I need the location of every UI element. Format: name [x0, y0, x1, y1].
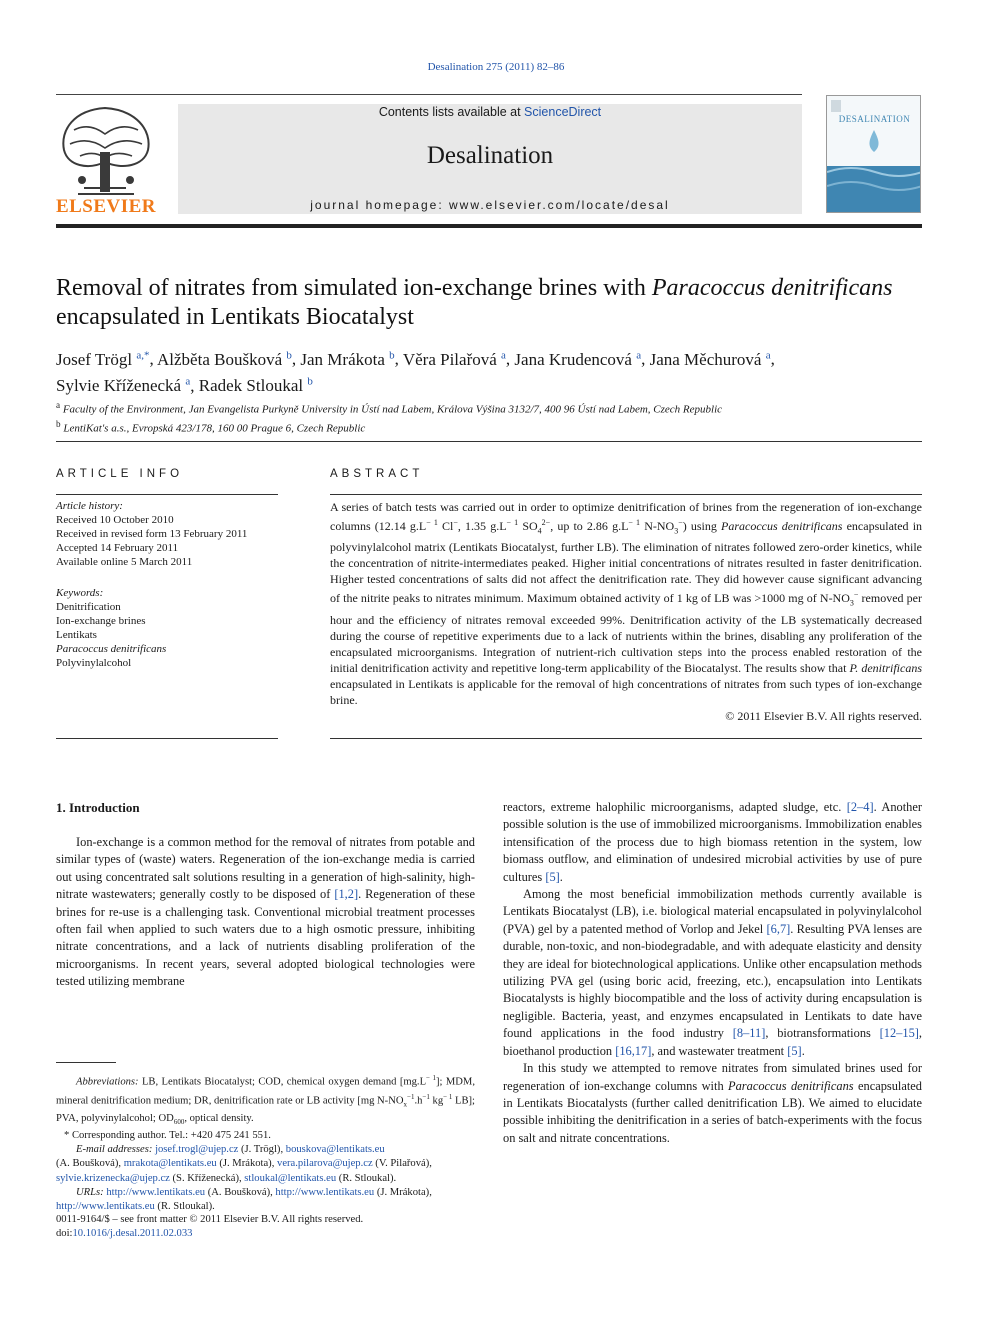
history-label: Article history: — [56, 500, 123, 512]
author[interactable]: Alžběta Boušková $^b$ — [157, 349, 292, 369]
keyword: Ion-exchange brines — [56, 615, 146, 627]
author[interactable]: Sylvie Kříženecká $^a$ — [56, 375, 191, 396]
front-matter-footer — [56, 1213, 475, 1241]
article-title — [56, 274, 926, 332]
body-column-left: Ion-exchange is a common method for the removal of nitrates from potable and similar types of (waste) waters. Regeneration of the ion-exchange media is carried out using concentrated salt solutions resulting in a generation of high-salinity, high-nitrate wastewaters; generally costly to be disposed of [1,2]. Regeneration of these brines for re-use is a challenging task. Conventional microbial treatment processes often fail when applied to such waters due to a high osmotic pressure, inhibiting nitrate concentrations, and a lack of nutrients disabling proliferation of the microorganisms. In recent years, several adopted biological technologies were tested utilizing membrane — [56, 835, 475, 989]
keywords-label: Keywords: — [56, 587, 104, 599]
header-thick-rule — [56, 224, 922, 228]
history-item: Available online 5 March 2011 — [56, 556, 193, 568]
abstract-text: A series of batch tests was carried out in order to optimize denitrification of brines from the regeneration of ion-exchange columns (12.14 $g.L^{- 1}$ Cl−, 1.35 $g.L^{- 1}$ $SO_4^{2-}$, up to 2.86 $g.L^{- 1}$ $N-NO_3^-$) using Paracoccus denitrificans encapsulated in polyvinylalcohol matrix (Lentikats Biocatalyst, further LB). The elimination of nitrates followed zero-order kinetics, while the concentration of nitrite-intermediates peaked. Higher initial concentrations of nitrates resulted in faster denitrification. Higher tested concentrations of salts did not affect the denitrification rate. They did however cause significant advancing of the nitrite peaks to nitrates minimum. Maximum obtained activity of 1 kg of LB was >1000 mg of $N-NO_3^-$ removed per hour and the efficiency of nitrates removal exceeded 99%. Denitrification activity of the LB systematically decreased during the course of repetitive experiments due to a lack of nutrients within the brines, disabling any proliferation of the encapsulated microorganisms. Integration of nutrient-rich cultivation steps into the process enabled restoration of the initial denitrification activity and repetitive long-term applicability of the Biocatalyst. The results show that P. denitrificans encapsulated in Lentikats is applicable for the removal of high concentrations of nitrates from such types of ion-exchange brine. © 2011 Elsevier B.V. All rights reserved. — [330, 500, 923, 723]
doi-link[interactable]: 10.1016/j.desal.2011.02.033 — [72, 1228, 193, 1240]
email-footnote: E-mail addresses: josef.trogl@ujep.cz (J. Trögl), bouskova@lentikats.eu (A. Boušková), mrakota@lentikats.eu (J. Mrákota), vera.pilarova@ujep.cz (V. Pilařová), sylvie.krizenecka@ujep.cz (S. Kříženecká), stloukal@lentikats.eu (R. Stloukal). — [56, 1144, 432, 1184]
title-italic: Paracoccus denitrificans — [651, 275, 893, 301]
divider — [56, 494, 278, 495]
publisher-wordmark: ELSEVIER — [55, 196, 157, 217]
cover-title: DESALINATION — [838, 114, 911, 124]
citation-link[interactable]: [5] — [787, 1043, 802, 1058]
citation-link[interactable]: [1,2] — [334, 887, 359, 902]
citation-link[interactable]: [16,17] — [615, 1043, 652, 1058]
author-list: Josef Trögl $^{a,*}$, Alžběta Boušková $^b$, Jan Mrákota $^b$, Věra Pilařová $^a$, Jana Krudencová $^a$, Jana Měchurová $^a$, Sylvie Kříženecká $^a$, Radek Stloukal $^b$ — [56, 349, 775, 396]
copyright: © 2011 Elsevier B.V. All rights reserved. — [725, 708, 922, 723]
url-link[interactable]: http://www.lentikats.eu — [275, 1186, 375, 1198]
section-heading-introduction: 1. Introduction — [56, 800, 140, 815]
keywords — [56, 586, 278, 670]
contents-line — [178, 105, 802, 119]
email-link[interactable]: josef.trogl@ujep.cz — [155, 1144, 239, 1156]
email-link[interactable]: stloukal@lentikats.eu — [244, 1172, 337, 1184]
journal-reference[interactable]: Desalination 275 (2011) 82–86 — [427, 61, 565, 73]
contents-prefix: Contents lists available at — [378, 105, 525, 119]
article-history — [56, 499, 278, 569]
title-line-2: encapsulated in Lentikats Biocatalyst — [56, 304, 414, 330]
title-part: Removal of nitrates from simulated ion-exchange brines with — [56, 275, 652, 301]
footnotes — [56, 1071, 475, 1214]
citation-link[interactable]: [5] — [545, 869, 560, 884]
email-link[interactable]: sylvie.krizenecka@ujep.cz — [56, 1172, 170, 1184]
email-link[interactable]: vera.pilarova@ujep.cz — [277, 1158, 373, 1170]
url-footnote: URLs: http://www.lentikats.eu (A. Boušková), http://www.lentikats.eu (J. Mrákota), http://www.lentikats.eu (R. Stloukal). — [56, 1186, 432, 1212]
keyword: Lentikats — [56, 629, 97, 641]
history-item: Received in revised form 13 February 2011 — [56, 528, 248, 540]
sciencedirect-link[interactable]: ScienceDirect — [524, 105, 602, 119]
citation-link[interactable]: [2–4] — [846, 800, 874, 814]
citation-link[interactable]: [6,7] — [766, 921, 791, 936]
history-item: Accepted 14 February 2011 — [56, 542, 179, 554]
footnote-rule — [56, 1062, 116, 1063]
email-link[interactable]: bouskova@lentikats.eu — [285, 1144, 385, 1156]
keyword: Polyvinylalcohol — [56, 657, 132, 669]
journal-cover-thumbnail[interactable] — [826, 95, 921, 213]
divider — [330, 738, 922, 739]
author[interactable]: Jana Krudencová $^a$ — [514, 349, 642, 369]
journal-homepage[interactable]: journal homepage: www.elsevier.com/locate/desal — [310, 198, 670, 212]
url-link[interactable]: http://www.lentikats.eu — [106, 1186, 206, 1198]
corresponding-author: * Corresponding author. Tel.: +420 475 241 551. — [64, 1129, 271, 1141]
history-item: Received 10 October 2010 — [56, 514, 174, 526]
affiliation: $^a$ Faculty of the Environment, Jan Evangelista Purkyně University in Ústí nad Labem, Králova Výšina 3132/7, 400 96 Ústí nad Labem, Czech Republic — [56, 400, 723, 416]
abbreviations-footnote: Abbreviations: LB, Lentikats Biocatalyst; COD, chemical oxygen demand $[mg.L^{- 1}]$; MDM, mineral denitrification medium; DR, denitrification rate or LB activity [mg $N-NO_x^{-1}.h^{-1}$ $kg^{- 1}$ LB]; PVA, polyvinylalcohol; $OD_{600}$, optical density. — [56, 1074, 475, 1126]
affiliations — [56, 398, 926, 435]
article-info-heading: ARTICLE INFO — [56, 468, 184, 480]
doi-line: doi:10.1016/j.desal.2011.02.033 — [56, 1228, 193, 1240]
citation-link[interactable]: [12–15] — [879, 1026, 919, 1041]
divider — [56, 441, 922, 442]
author[interactable]: Radek Stloukal $^b$ — [198, 375, 313, 396]
divider — [330, 494, 922, 495]
author[interactable]: Věra Pilařová $^a$ — [402, 349, 506, 369]
author[interactable]: Jana Měchurová $^a$ — [649, 349, 771, 369]
keyword: Paracoccus denitrificans — [56, 643, 167, 655]
author[interactable]: Jan Mrákota $^b$ — [300, 349, 395, 369]
abstract-heading: ABSTRACT — [330, 468, 424, 480]
divider — [56, 738, 278, 739]
journal-title: Desalination — [426, 142, 554, 169]
citation-link[interactable]: [8–11] — [732, 1026, 766, 1041]
issn-line: 0011-9164/$ – see front matter © 2011 Elsevier B.V. All rights reserved. — [56, 1214, 364, 1225]
masthead-rule — [56, 94, 802, 95]
affiliation: $^b$ LentiKat's a.s., Evropská 423/178, 160 00 Prague 6, Czech Republic — [56, 418, 366, 435]
body-column-right: reactors, extreme halophilic microorganisms, adapted sludge, etc. [2–4]. Another possible solution is the use of immobilized microorganisms. Immobilization enables intensification of the process due to high biomass retention in the system, low biomass outflow, and elimination of undesired microbial activities by use of pure cultures [5]. Among the most beneficial immobilization methods currently available is Lentikats Biocatalyst (LB), i.e. biological material encapsulated in polyvinylalcohol (PVA) gel by a patented method of Vorlop and Jekel [6,7]. Resulting PVA lenses are durable, non-toxic, and non-biodegradable, and with adequate elasticity and density they are ideal for biotechnological applications. Unlike other encapsulation methods utilizing PVA gel (using boric acid, freezing, etc.), encapsulation into Lentikats Biocatalysts is highly biocompatible and the loss of activity during encapsulation is negligible. Bacteria, yeast, and enzymes encapsulated in Lentikats to date have found applications in the food industry [8–11], biotransformations [12–15], bioethanol production [16,17], and wastewater treatment [5]. In this study we attempted to remove nitrates from simulated brines used for regeneration of ion-exchange columns with Paracoccus denitrificans encapsulated in Lentikats Biocatalysts (further called denitrification LB). We aimed to elucidate possible inhibiting the denitrification in a series of batch-experiments with the focus on salt and nitrate concentrations. — [503, 800, 922, 1145]
email-link[interactable]: mrakota@lentikats.eu — [123, 1158, 217, 1170]
keyword: Denitrification — [56, 601, 121, 613]
url-link[interactable]: http://www.lentikats.eu — [56, 1200, 155, 1212]
author[interactable]: Josef Trögl $^{a,*}$ — [56, 349, 150, 369]
